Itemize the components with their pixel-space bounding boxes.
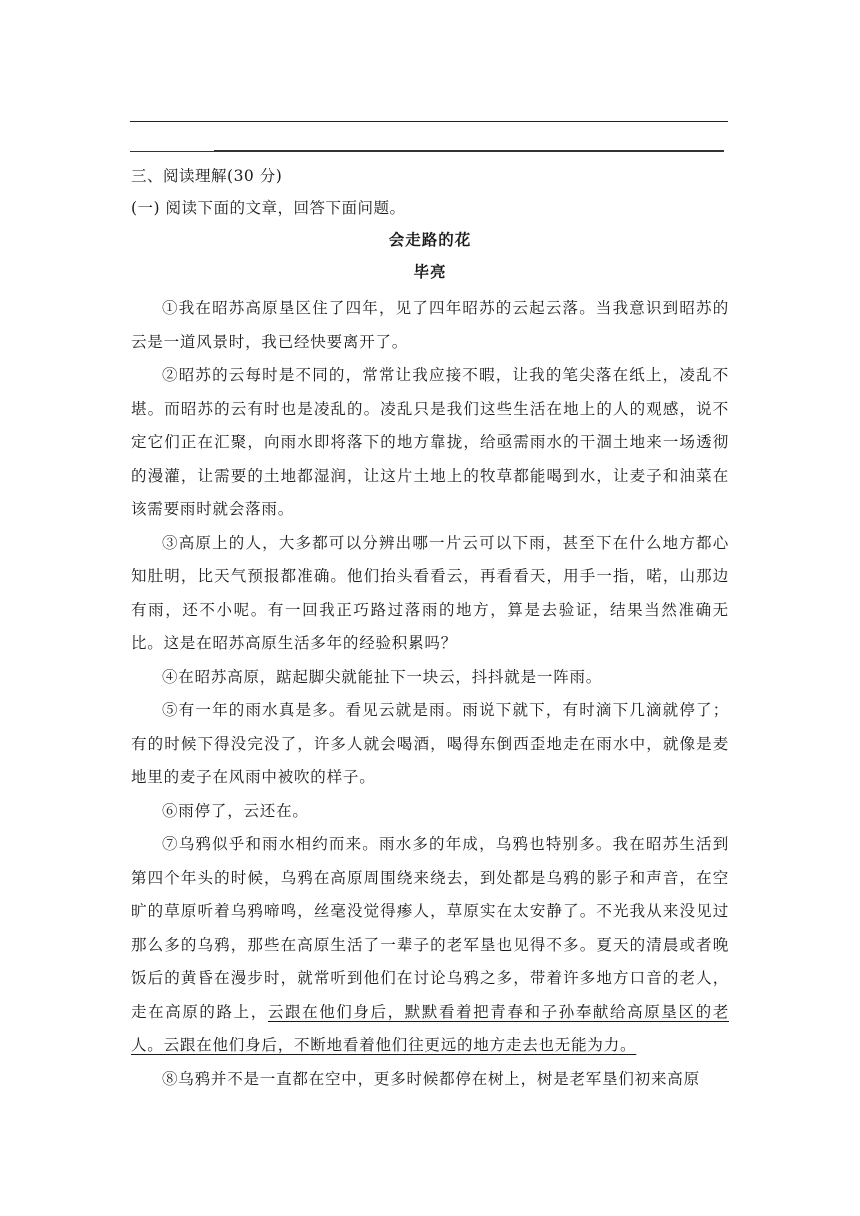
paragraph-4: ④在昭苏高原，踮起脚尖就能扯下一块云，抖抖就是一阵雨。 — [162, 667, 603, 686]
section-divider — [130, 150, 724, 153]
paragraph-5: ⑤有一年的雨水真是多。看见云就是雨。雨说下就下，有时滴下几滴就停了；有的时候下得没完没了，许多人就会喝酒，喝得东倒西歪地走在雨水中，就像是麦地里的麦子在风雨中被吹的样子。 — [131, 701, 729, 786]
question-instruction: (一) 阅读下面的文章，回答下面问题。 — [131, 199, 406, 217]
paragraph-6: ⑥雨停了，云还在。 — [162, 801, 309, 820]
paragraph-3: ③高原上的人，大多都可以分辨出哪一片云可以下雨，甚至下在什么地方都心知肚明，比天气预报都准确。他们抬头看看云，再看看天，用手一指，喏，山那边有雨，还不小呢。有一回我正巧路过落雨的地方，算是去验证，结果当然准确无比。这是在昭苏高原生活多年的经验积累吗？ — [131, 533, 729, 652]
paragraph-7 — [131, 828, 729, 1063]
section-heading-text: 三、阅读理解 — [131, 167, 228, 185]
paragraph-8: ⑧乌鸦并不是一直都在空中，更多时候都停在树上，树是老军垦们初来高原 — [162, 1069, 700, 1088]
article-author: 毕亮 — [413, 262, 447, 281]
paragraph-7-text: ⑦乌鸦似乎和雨水相约而来。雨水多的年成，乌鸦也特别多。我在昭苏生活到第四个年头的时候，乌鸦在高原周围绕来绕去，到处都是乌鸦的影子和声音，在空旷的草原听着乌鸦啼鸣，丝毫没觉得瘆人，草原实在太安静了。不光我从来没见过那么多的乌鸦，那些在高原生活了一辈子的老军垦也见得不多。夏天的清晨或者晚饭后的黄昏在漫步时，就常听到他们在讨论乌鸦之多，带着许多地方口音的老人，走在高原的路上， — [131, 835, 729, 1021]
paragraph-1: ①我在昭苏高原垦区住了四年，见了四年昭苏的云起云落。当我意识到昭苏的云是一道风景时，我已经快要离开了。 — [131, 299, 729, 351]
section-score: (30 分) — [227, 167, 283, 185]
paragraph-7-underlined-text: 云跟在他们身后，默默看着把青春和子孙奉献给高原垦区的老人。云跟在他们身后，不断地看着他们往更远的地方走去也无能为力。 — [131, 1002, 729, 1054]
header-rule — [130, 121, 728, 122]
document-body — [131, 162, 729, 1096]
section-divider-thick — [214, 150, 724, 152]
section-divider-thin — [130, 151, 214, 152]
article-title: 会走路的花 — [388, 230, 472, 249]
paragraph-2: ②昭苏的云每时是不同的，常常让我应接不暇，让我的笔尖落在纸上，凌乱不堪。而昭苏的云有时也是凌乱的。凌乱只是我们这些生活在地上的人的观感，说不定它们正在汇聚，向雨水即将落下的地方靠拢，给亟需雨水的干涸土地来一场透彻的漫灌，让需要的土地都湿润，让这片土地上的牧草都能喝到水，让麦子和油菜在该需要雨时就会落雨。 — [131, 366, 729, 518]
section-heading — [131, 162, 729, 190]
